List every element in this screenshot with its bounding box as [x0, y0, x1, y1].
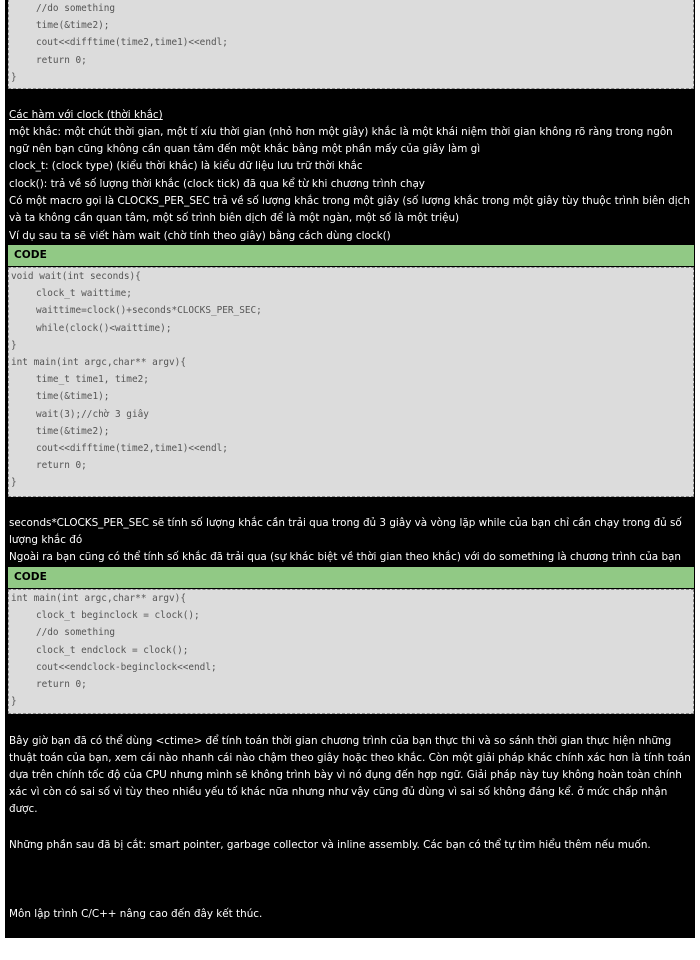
section-title: Các hàm với clock (thời khắc): [9, 109, 163, 121]
code-line: while(clock()<waittime);: [36, 322, 172, 334]
code-line: return 0;: [36, 460, 87, 472]
code-line: cout<<difftime(time2,time1)<<endl;: [36, 442, 228, 454]
code-header: CODE: [8, 567, 694, 588]
paragraph: clock(): trả về số lượng thời khắc (clock tick) đã qua kể từ khi chương trình chạy: [9, 178, 425, 190]
code-line: }: [11, 339, 17, 351]
code-block-top: [8, 0, 694, 89]
code-line: cout<<difftime(time2,time1)<<endl;: [36, 37, 228, 49]
code-line: clock_t beginclock = clock();: [36, 610, 200, 622]
page-content: [5, 0, 695, 938]
code-block-wait: [8, 267, 694, 497]
code-line: time(&time2);: [36, 425, 110, 437]
paragraph: Có một macro gọi là CLOCKS_PER_SEC trả về số lượng khắc trong một giây (số lượng khắc trong một giây tùy thuộc trình biên dịch và ta không cần quan tâm, một số trình biên dịch để là một ngàn, một số là một triệu): [9, 195, 690, 224]
paragraph: Môn lập trình C/C++ nâng cao đến đây kết thúc.: [9, 908, 263, 920]
code-line: wait(3);//chờ 3 giây: [36, 408, 149, 420]
code-line: //do something: [36, 627, 116, 639]
code-line: clock_t endclock = clock();: [36, 644, 189, 656]
paragraph: Bây giờ bạn đã có thể dùng <ctime> để tính toán thời gian chương trình của bạn thực thi và so sánh thời gian thực hiện những thuật toán của bạn, xem cái nào nhanh cái nào chậm theo giây hoặc theo khắc. Còn một giải pháp khác chính xác hơn là tính toán dựa trên chính tốc độ của CPU nhưng mình sẽ không trình bày vì nó đụng đến hợp ngữ. Giải pháp này tuy không hoàn toàn chính xác vì còn có sai số vì tùy theo nhiều yếu tố khác nữa nhưng như vậy cũng đủ dùng vì sai số không đáng kể. ở mức chấp nhận được.: [9, 735, 691, 815]
code-line: //do something: [36, 3, 116, 14]
code-line: cout<<endclock-beginclock<<endl;: [36, 661, 217, 673]
code-line: }: [11, 477, 17, 489]
code-header: CODE: [8, 245, 694, 266]
paragraph: Ngoài ra bạn cũng có thể tính số khắc đã trải qua (sự khác biệt về thời gian theo khắc) với do something là chương trình của bạn: [9, 551, 682, 563]
code-line: time(&time2);: [36, 20, 110, 32]
code-line: int main(int argc,char** argv){: [11, 356, 186, 368]
code-line: waittime=clock()+seconds*CLOCKS_PER_SEC;: [36, 305, 262, 317]
code-line: void wait(int seconds){: [11, 271, 141, 282]
paragraph: seconds*CLOCKS_PER_SEC sẽ tính số lượng khắc cần trải qua trong đủ 3 giây và vòng lặp while của bạn chỉ cần chạy trong đủ số lượng khắc đó: [9, 517, 682, 546]
code-line: }: [11, 71, 17, 83]
paragraph: Ví dụ sau ta sẽ viết hàm wait (chờ tính theo giây) bằng cách dùng clock(): [9, 230, 391, 242]
paragraph: clock_t: (clock type) (kiểu thời khắc) là kiểu dữ liệu lưu trữ thời khắc: [9, 160, 363, 172]
paragraph: Những phần sau đã bị cắt: smart pointer, garbage collector và inline assembly. Các bạn có thể tự tìm hiểu thêm nếu muốn.: [9, 839, 651, 851]
code-line: int main(int argc,char** argv){: [11, 593, 186, 604]
code-line: }: [11, 696, 17, 708]
code-line: clock_t waittime;: [36, 288, 132, 300]
paragraph: một khắc: một chút thời gian, một tí xíu thời gian (nhỏ hơn một giây) khắc là một khái niệm thời gian không rõ ràng trong ngôn ngữ nên bạn cũng không cần quan tâm đến một khắc bằng một phần mấy của giây làm gì: [9, 126, 673, 155]
code-line: time_t time1, time2;: [36, 374, 149, 386]
code-line: return 0;: [36, 54, 87, 66]
code-line: return 0;: [36, 678, 87, 690]
code-line: time(&time1);: [36, 391, 110, 403]
code-block-clock: [8, 589, 694, 714]
